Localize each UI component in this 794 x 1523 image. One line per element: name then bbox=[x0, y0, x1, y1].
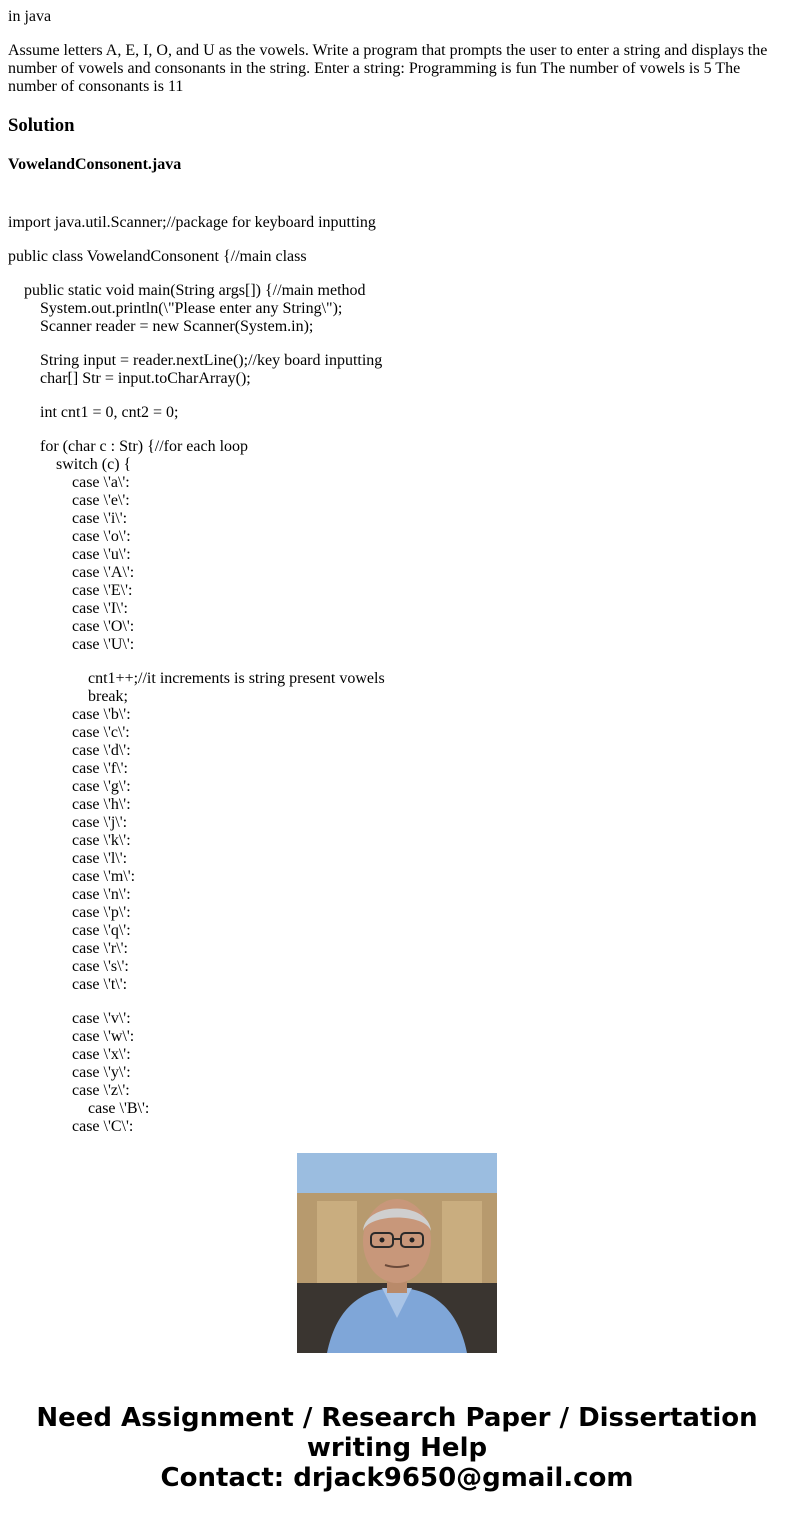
portrait-image bbox=[297, 1153, 497, 1353]
code-line bbox=[8, 232, 786, 248]
code-line: case \'I\': bbox=[8, 600, 128, 617]
code-line: break; bbox=[8, 688, 128, 705]
author-avatar bbox=[297, 1153, 497, 1353]
code-line: case \'w\': bbox=[8, 1028, 135, 1045]
code-line: int cnt1 = 0, cnt2 = 0; bbox=[8, 404, 179, 421]
code-line: case \'v\': bbox=[8, 1010, 131, 1027]
code-line: case \'j\': bbox=[8, 814, 128, 831]
code-line: cnt1++;//it increments is string present vowels bbox=[8, 670, 385, 687]
code-line: case \'e\': bbox=[8, 492, 130, 509]
code-line: case \'c\': bbox=[8, 724, 130, 741]
contact-line-1: Need Assignment / Research Paper / Dissertation bbox=[36, 1403, 758, 1433]
code-line: case \'h\': bbox=[8, 796, 131, 813]
code-line: case \'x\': bbox=[8, 1046, 131, 1063]
file-name: VowelandConsonent.java bbox=[8, 156, 182, 173]
code-line bbox=[8, 388, 786, 404]
code-line: case \'y\': bbox=[8, 1064, 131, 1081]
code-line bbox=[8, 422, 786, 438]
code-line: case \'A\': bbox=[8, 564, 135, 581]
code-line: switch (c) { bbox=[8, 456, 132, 473]
contact-line-3: Contact: drjack9650@gmail.com bbox=[160, 1463, 634, 1493]
code-line: case \'s\': bbox=[8, 958, 129, 975]
code-line bbox=[8, 198, 786, 214]
code-line: case \'O\': bbox=[8, 618, 135, 635]
code-line: public class VowelandConsonent {//main class bbox=[8, 248, 307, 265]
code-line: for (char c : Str) {//for each loop bbox=[8, 438, 249, 455]
code-line: case \'o\': bbox=[8, 528, 131, 545]
code-line: case \'t\': bbox=[8, 976, 128, 993]
code-line: case \'B\': bbox=[8, 1100, 150, 1117]
code-line bbox=[8, 654, 786, 670]
code-line: case \'p\': bbox=[8, 904, 131, 921]
code-line: case \'n\': bbox=[8, 886, 131, 903]
code-line: case \'a\': bbox=[8, 474, 130, 491]
solution-heading: Solution bbox=[8, 115, 75, 136]
code-line: Scanner reader = new Scanner(System.in); bbox=[8, 318, 314, 335]
code-line: public static void main(String args[]) {//main method bbox=[8, 282, 366, 299]
contact-line-2: writing Help bbox=[306, 1433, 488, 1463]
question-title: in java bbox=[8, 8, 52, 25]
question-body: Assume letters A, E, I, O, and U as the vowels. Write a program that prompts the user to enter a string and displays the number of vowels and consonants in the string. Enter a string: Programming is fun The number of vowels is 5 The number of consonants is 11 bbox=[8, 42, 768, 95]
code-line: String input = reader.nextLine();//key board inputting bbox=[8, 352, 383, 369]
code-line: case \'i\': bbox=[8, 510, 128, 527]
code-line bbox=[8, 994, 786, 1010]
code-line: case \'d\': bbox=[8, 742, 131, 759]
code-line: case \'E\': bbox=[8, 582, 133, 599]
contact-banner bbox=[0, 1403, 794, 1493]
code-line bbox=[8, 336, 786, 352]
code-listing bbox=[8, 198, 786, 1135]
code-line: char[] Str = input.toCharArray(); bbox=[8, 370, 251, 387]
code-line: System.out.println(\"Please enter any String\"); bbox=[8, 300, 343, 317]
code-line bbox=[8, 266, 786, 282]
code-line: case \'k\': bbox=[8, 832, 131, 849]
code-line: case \'r\': bbox=[8, 940, 128, 957]
code-line: case \'l\': bbox=[8, 850, 128, 867]
code-line: case \'q\': bbox=[8, 922, 131, 939]
question-block bbox=[8, 8, 786, 174]
code-line: case \'m\': bbox=[8, 868, 136, 885]
code-line: case \'U\': bbox=[8, 636, 135, 653]
code-line: case \'b\': bbox=[8, 706, 131, 723]
code-line: case \'C\': bbox=[8, 1118, 134, 1135]
code-line: case \'u\': bbox=[8, 546, 131, 563]
code-line: import java.util.Scanner;//package for keyboard inputting bbox=[8, 214, 376, 231]
code-line: case \'z\': bbox=[8, 1082, 130, 1099]
code-line: case \'g\': bbox=[8, 778, 131, 795]
code-line: case \'f\': bbox=[8, 760, 128, 777]
